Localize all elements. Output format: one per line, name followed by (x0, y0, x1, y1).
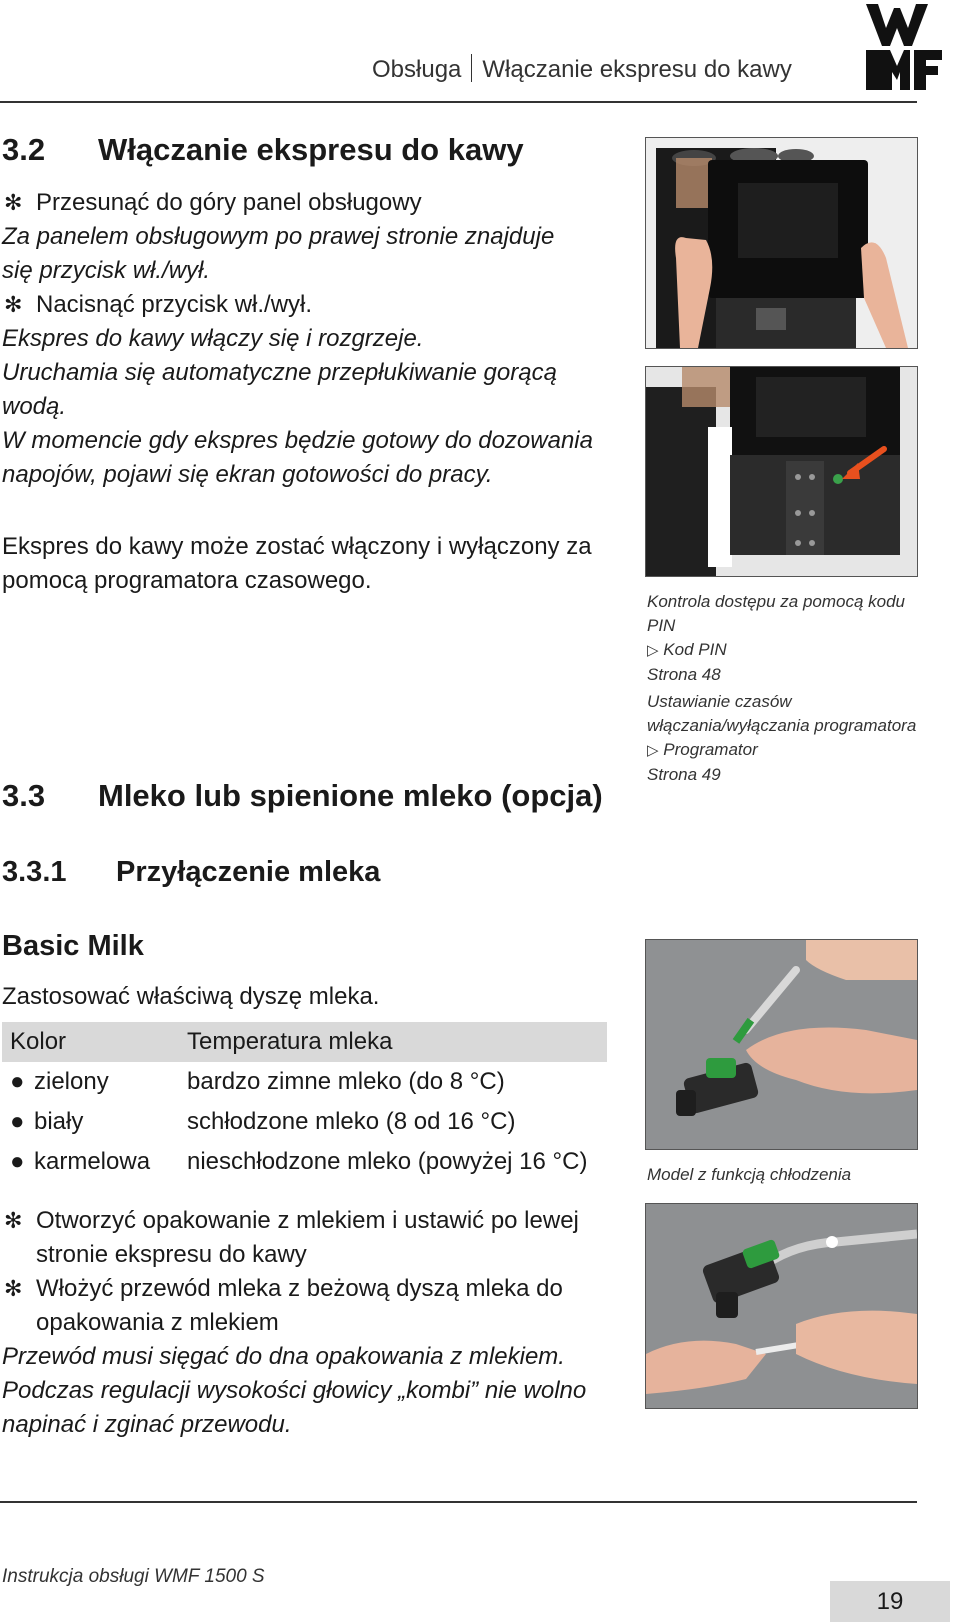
sidebar-ref-timer (647, 690, 947, 787)
section-number: 3.2 (2, 132, 46, 167)
step-press-button (2, 288, 622, 322)
ref-line: Kontrola dostępu za pomocą kodu (647, 592, 906, 611)
note-ready-screen (2, 424, 622, 492)
asterisk-step-icon: ✻ (4, 292, 23, 317)
milk-temperature-table (2, 1022, 607, 1182)
photo-power-switch (645, 366, 918, 577)
sidebar-ref-pin (647, 590, 947, 687)
ref-line: Ustawianie czasów (647, 692, 792, 711)
photo-cooling-nozzle (645, 939, 918, 1150)
hose-illustration (646, 1204, 917, 1408)
wmf-logo-icon (864, 2, 944, 92)
table-cell-temperature: nieschłodzone mleko (powyżej 16 °C) (187, 1148, 588, 1175)
power-switch-illustration (646, 367, 917, 576)
note-line: Za panelem obsługowym po prawej stronie znajduje (2, 223, 555, 250)
ref-page: Strona 48 (647, 665, 721, 684)
ref-link-pin[interactable] (647, 638, 947, 663)
step-text: Włożyć przewód mleka z beżową dyszą mleka do (36, 1275, 563, 1302)
ref-page: Strona 49 (647, 765, 721, 784)
section-title: Mleko lub spienione mleko (opcja) (98, 778, 603, 813)
header-divider (471, 54, 472, 82)
ref-link-text: Kod PIN (663, 640, 727, 659)
note-button-location (2, 220, 622, 288)
table-cell-color: zielony (34, 1068, 109, 1095)
header-section: Obsługa (372, 56, 462, 83)
table-cell-color: karmelowa (34, 1148, 151, 1175)
note-line: Uruchamia się automatyczne przepłukiwanie gorącą (2, 359, 557, 386)
header-title (372, 54, 792, 84)
ref-line: PIN (647, 616, 676, 635)
footer-manual-title: Instrukcja obsługi WMF 1500 S (2, 1566, 265, 1587)
step-open-milk (2, 1204, 622, 1272)
table-row (2, 1102, 607, 1142)
footer-rule (0, 1501, 917, 1503)
section-title: Włączanie ekspresu do kawy (98, 132, 524, 167)
section-heading-3-3 (2, 778, 603, 814)
step-text: stronie ekspresu do kawy (36, 1241, 307, 1268)
ref-link-text: Programator (663, 740, 758, 759)
basic-milk-heading: Basic Milk (2, 930, 144, 962)
note-line: Podczas regulacji wysokości głowicy „kombi” nie wolno (2, 1377, 587, 1404)
ref-link-timer[interactable] (647, 738, 947, 763)
note-line: napinać i zginać przewodu. (2, 1411, 292, 1438)
photo-raise-panel (645, 137, 918, 349)
step-text: Nacisnąć przycisk wł./wył. (36, 291, 313, 318)
coffee-machine-illustration (646, 138, 917, 348)
step-text: opakowania z mlekiem (36, 1309, 279, 1336)
ref-line: włączania/wyłączania programatora (647, 716, 917, 735)
note-hose-bottom: Przewód musi sięgać do dna opakowania z mlekiem. (2, 1343, 565, 1370)
table-header-row (2, 1022, 607, 1062)
section-title: Przyłączenie mleka (116, 856, 381, 888)
step-insert-hose (2, 1272, 622, 1340)
table-cell-temperature: bardzo zimne mleko (do 8 °C) (187, 1068, 505, 1095)
header-chapter: Włączanie ekspresu do kawy (482, 56, 792, 83)
photo-insert-hose (645, 1203, 918, 1409)
bullet-dot-icon: ● (10, 1148, 25, 1175)
section-heading-3-2 (2, 132, 524, 168)
step-raise-panel (2, 186, 622, 220)
photo-caption: Model z funkcją chłodzenia (647, 1165, 852, 1184)
note-heats-up: Ekspres do kawy włączy się i rozgrzeje. (2, 325, 424, 352)
bullet-dot-icon: ● (10, 1068, 25, 1095)
milk-nozzle-illustration (646, 940, 917, 1149)
table-row (2, 1062, 607, 1102)
page-number: 19 (830, 1581, 950, 1622)
note-line: wodą. (2, 393, 67, 420)
milk-steps (2, 1204, 622, 1442)
table-header-temperature: Temperatura mleka (187, 1022, 607, 1062)
section-heading-3-3-1 (2, 856, 380, 889)
asterisk-step-icon: ✻ (4, 1208, 23, 1233)
header-rule (0, 101, 917, 103)
asterisk-step-icon: ✻ (4, 1276, 23, 1301)
paragraph-line: pomocą programatora czasowego. (2, 567, 372, 594)
table-header-color: Kolor (2, 1022, 187, 1062)
nozzle-intro: Zastosować właściwą dyszę mleka. (2, 983, 380, 1010)
section-number: 3.3 (2, 778, 46, 813)
step-text: Przesunąć do góry panel obsługowy (36, 189, 422, 216)
timer-paragraph (2, 530, 622, 598)
note-rinse (2, 356, 622, 424)
bullet-dot-icon: ● (10, 1108, 25, 1135)
note-line: się przycisk wł./wył. (2, 257, 211, 284)
paragraph-line: Ekspres do kawy może zostać włączony i wyłączony za (2, 533, 592, 560)
note-line: W momencie gdy ekspres będzie gotowy do dozowania (2, 427, 593, 454)
note-no-bending (2, 1374, 622, 1442)
section-3-2-body (2, 186, 622, 492)
note-line: napojów, pojawi się ekran gotowości do pracy. (2, 461, 493, 488)
triangle-right-icon: ▷ (647, 742, 659, 759)
table-cell-color: biały (34, 1108, 84, 1135)
asterisk-step-icon: ✻ (4, 190, 23, 215)
section-number: 3.3.1 (2, 856, 67, 888)
step-text: Otworzyć opakowanie z mlekiem i ustawić po lewej (36, 1207, 579, 1234)
triangle-right-icon: ▷ (647, 642, 659, 659)
table-row (2, 1142, 607, 1182)
table-cell-temperature: schłodzone mleko (8 od 16 °C) (187, 1108, 516, 1135)
